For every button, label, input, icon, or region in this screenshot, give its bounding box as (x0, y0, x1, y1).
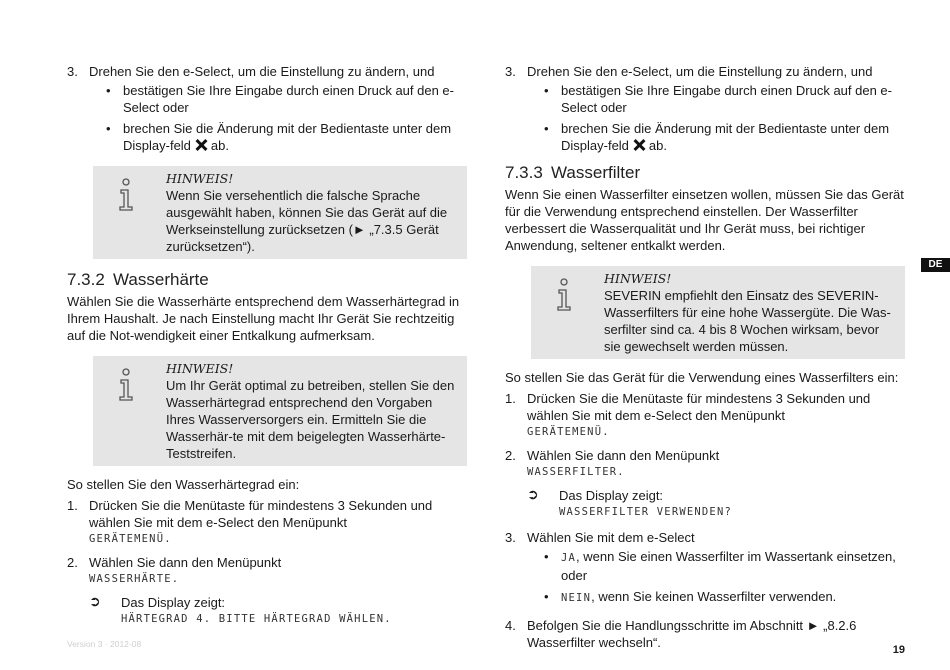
display-value: HÄRTEGRAD 4. BITTE HÄRTEGRAD WÄHLEN. (121, 613, 392, 625)
bullet-text: brechen Sie die Änderung mit der Bedientaste unter dem Display-feld (561, 121, 890, 153)
arrow-icon: ➲ (527, 486, 539, 502)
menu-item-code: GERÄTEMENÜ. (527, 426, 610, 438)
bullet-text: bestätigen Sie Ihre Eingabe durch einen Druck auf den e-Select oder (123, 83, 454, 115)
bullet-text: ab. (210, 138, 229, 153)
note-text: Um Ihr Gerät optimal zu betreiben, stellen Sie den Wasserhärtegrad entsprechend den Vorgaben Ihres Wasserversorgers ein. Ermitteln Sie die Wasserhär-te mit dem beigelegten Wasserhärte-Teststreifen. (166, 378, 455, 461)
bullet-icon: • (544, 121, 549, 136)
page-number: 19 (892, 644, 905, 656)
step-text: Drehen Sie den e-Select, um die Einstellung zu ändern, und (89, 64, 435, 79)
left-step-2 (67, 554, 467, 571)
note-title: HINWEIS! (166, 171, 234, 186)
list-item (527, 588, 905, 607)
note-box (93, 356, 467, 466)
section-number: 7.3.3 (505, 163, 543, 182)
option-text: , wenn Sie einen Wasserfilter im Wassertank einsetzen, oder (561, 549, 896, 583)
left-step-3 (67, 63, 467, 154)
info-icon (551, 278, 577, 312)
section-intro: Wählen Sie die Wasserhärte entsprechend dem Wasserhärtegrad in Ihrem Haushalt. Je nach Einstellung macht Ihr Gerät Sie rechtzeitig auf die Not-wendigkeit einer Entkalkung aufmerksam. (67, 294, 460, 343)
list-item (89, 120, 467, 154)
option-code: JA (561, 552, 577, 564)
step-text: Wählen Sie dann den Menüpunkt (527, 448, 720, 463)
step-number: 4. (505, 618, 516, 633)
bullet-text: bestätigen Sie Ihre Eingabe durch einen Druck auf den e-Select oder (561, 83, 892, 115)
section-heading (67, 269, 467, 290)
bullet-text: ab. (648, 138, 667, 153)
x-icon (194, 139, 208, 151)
arrow-icon: ➲ (89, 593, 101, 609)
option-text: , wenn Sie keinen Wasserfilter verwenden. (591, 589, 837, 604)
display-label: Das Display zeigt: (121, 595, 226, 610)
menu-item-code: WASSERHÄRTE. (89, 573, 180, 585)
instruction-lead: So stellen Sie den Wasserhärtegrad ein: (67, 477, 300, 492)
list-item (527, 548, 905, 584)
bullet-list (527, 548, 905, 607)
note-box (531, 266, 905, 359)
right-step-3 (505, 63, 905, 154)
note-text: SEVERIN empfiehlt den Einsatz des SEVERIN-Wasserfilters für eine hohe Wassergüte. Die Was-serfilter sind ca. 4 bis 8 Wochen wirksam, bevor sie gewechselt werden müssen. (604, 288, 891, 354)
note-box (93, 166, 467, 259)
section-title: Wasserfilter (551, 163, 641, 182)
info-icon (113, 178, 139, 212)
bullet-icon: • (544, 83, 549, 98)
step-text: Wählen Sie dann den Menüpunkt (89, 555, 282, 570)
right-step-3b (505, 529, 905, 607)
step-number: 1. (67, 498, 78, 513)
right-step-4 (505, 617, 905, 651)
section-title: Wasserhärte (113, 270, 209, 289)
language-tab: DE (921, 258, 950, 272)
left-step-1 (67, 497, 467, 531)
option-code: NEIN (561, 592, 592, 604)
section-intro: Wenn Sie einen Wasserfilter einsetzen wollen, müssen Sie das Gerät für die Verwendung entsprechend einstellen. Der Wasserfilter verbessert die Wasserqualität und Ihr Gerät muss, bei richtiger Anwendung, seltener entkalkt werden. (505, 187, 904, 253)
step-text: Drücken Sie die Menütaste für mindestens 3 Sekunden und wählen Sie mit dem e-Select den Menüpunkt (527, 391, 871, 423)
step-number: 3. (505, 64, 516, 79)
bullet-text: brechen Sie die Änderung mit der Bedientaste unter dem Display-feld (123, 121, 452, 153)
bullet-list (527, 82, 905, 154)
display-label: Das Display zeigt: (559, 488, 664, 503)
instruction-lead: So stellen Sie das Gerät für die Verwendung eines Wasserfilters ein: (505, 370, 899, 385)
note-text: Wenn Sie versehentlich die falsche Sprache ausgewählt haben, können Sie das Gerät auf die Werkseinstellung zurücksetzen (► „7.3.5 Gerät zurücksetzen“). (166, 188, 448, 254)
display-result (505, 487, 905, 521)
list-item (527, 120, 905, 154)
list-item (527, 82, 905, 116)
step-text: Befolgen Sie die Handlungsschritte im Abschnitt ► „8.2.6 Wasserfilter wechseln“. (527, 618, 857, 650)
right-step-2 (505, 447, 905, 464)
list-item (89, 82, 467, 116)
step-number: 2. (505, 448, 516, 463)
note-title: HINWEIS! (604, 271, 672, 286)
step-text: Wählen Sie mit dem e-Select (527, 530, 695, 545)
bullet-icon: • (544, 589, 549, 604)
right-column (505, 63, 905, 651)
info-icon (113, 368, 139, 402)
bullet-icon: • (106, 121, 111, 136)
step-number: 2. (67, 555, 78, 570)
bullet-icon: • (106, 83, 111, 98)
display-result (67, 594, 467, 628)
note-title: HINWEIS! (166, 361, 234, 376)
left-column (67, 63, 467, 636)
bullet-list (89, 82, 467, 154)
section-heading (505, 162, 905, 183)
display-value: WASSERFILTER VERWENDEN? (559, 506, 732, 518)
menu-item-code: GERÄTEMENÜ. (89, 533, 172, 545)
footer-version: Version 3 · 2012-08 (67, 639, 142, 649)
menu-item-code: WASSERFILTER. (527, 466, 625, 478)
section-number: 7.3.2 (67, 270, 105, 289)
step-number: 3. (67, 64, 78, 79)
right-step-1 (505, 390, 905, 424)
step-text: Drehen Sie den e-Select, um die Einstellung zu ändern, und (527, 64, 873, 79)
step-number: 1. (505, 391, 516, 406)
x-icon (632, 139, 646, 151)
step-number: 3. (505, 530, 516, 545)
bullet-icon: • (544, 549, 549, 564)
step-text: Drücken Sie die Menütaste für mindestens 3 Sekunden und wählen Sie mit dem e-Select den Menüpunkt (89, 498, 433, 530)
